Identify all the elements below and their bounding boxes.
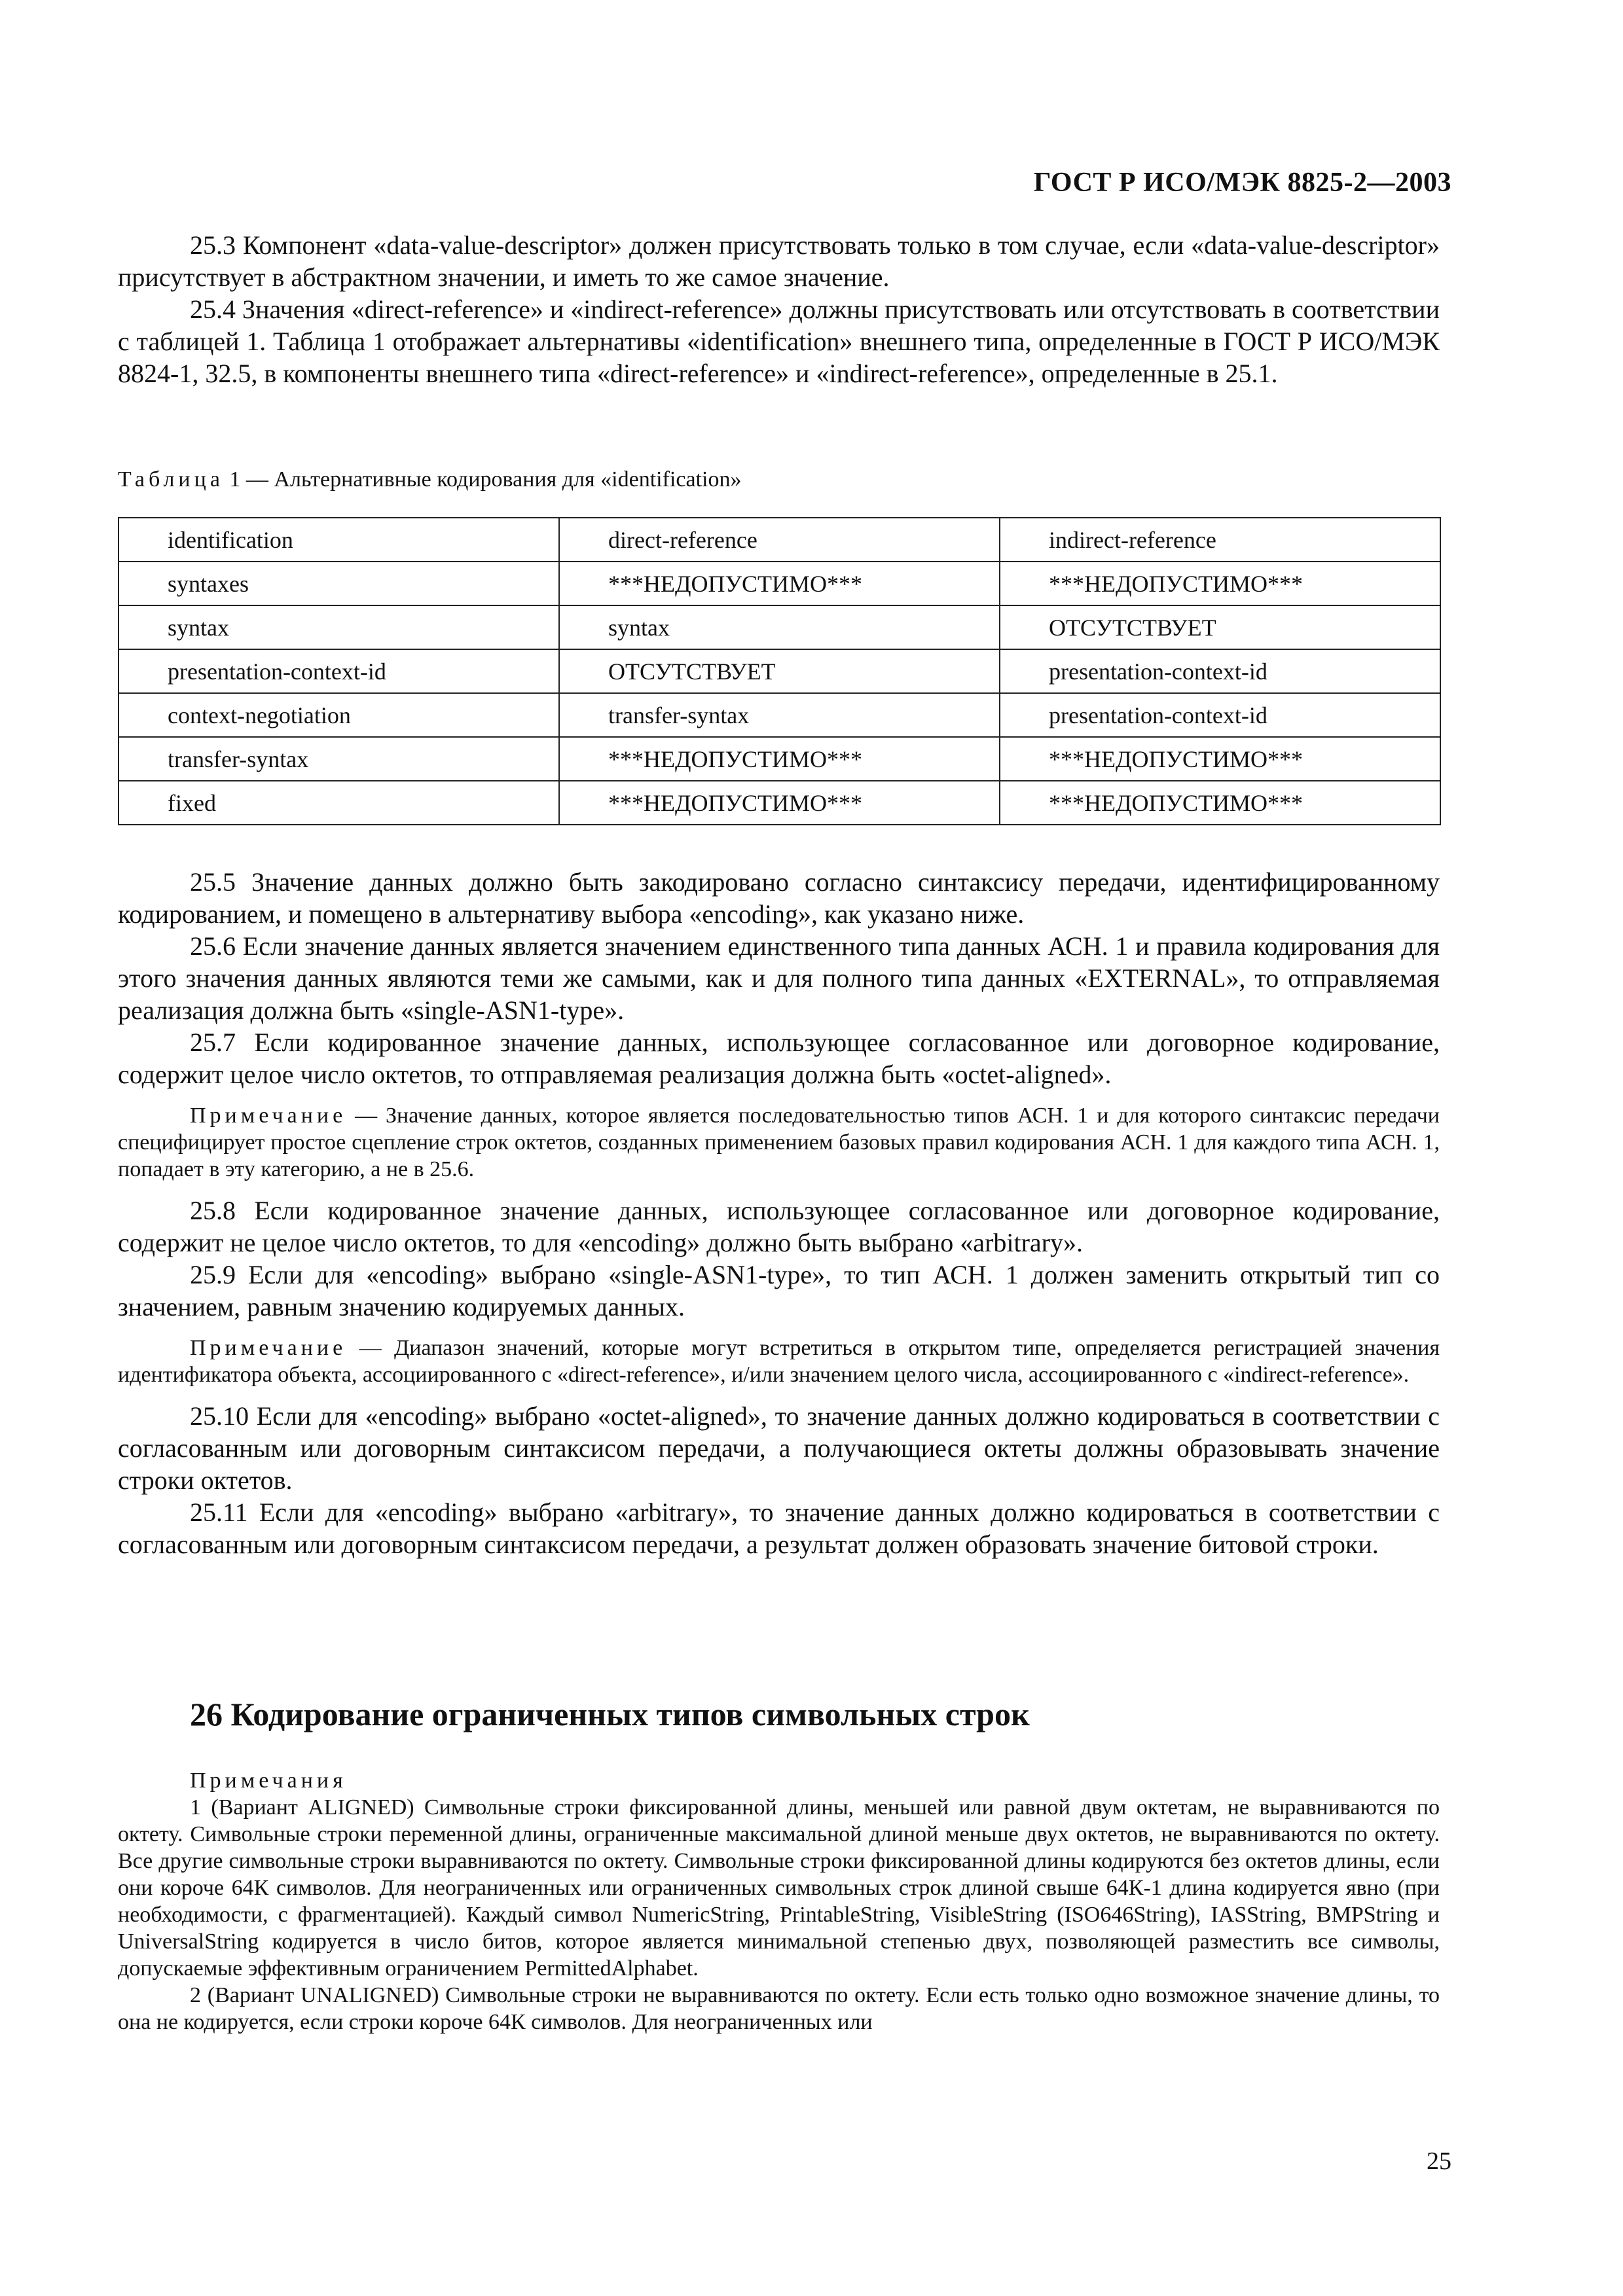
table-cell: ***НЕДОПУСТИМО*** — [1000, 562, 1440, 605]
note-1-label: Примечание — [190, 1103, 347, 1128]
table-row — [119, 562, 1440, 605]
table-cell: syntax — [559, 605, 1000, 649]
section-26 — [118, 1695, 1440, 1733]
table-row — [119, 781, 1440, 825]
table-cell: ***НЕДОПУСТИМО*** — [1000, 737, 1440, 781]
table-cell: identification — [119, 518, 559, 562]
paragraph-25-11: 25.11 Если для «encoding» выбрано «arbitrary», то значение данных должно кодироваться в соответствии с согласованным или договорным синтаксисом передачи, а результат должен образовать значение битовой строки. — [118, 1498, 1440, 1559]
table-row — [119, 649, 1440, 693]
table-cell: presentation-context-id — [1000, 649, 1440, 693]
table-cell: ОТСУТСТВУЕТ — [559, 649, 1000, 693]
table-cell: transfer-syntax — [559, 693, 1000, 737]
table-row — [119, 518, 1440, 562]
paragraph-25-8: 25.8 Если кодированное значение данных, использующее согласованное или договорное кодирование, содержит не целое число октетов, то для «encoding» должно быть выбрано «arbitrary». — [118, 1196, 1440, 1257]
section-26-note-1: 1 (Вариант ALIGNED) Символьные строки фиксированной длины, меньшей или равной двум октетам, не выравниваются по октету. Символьные строки переменной длины, ограниченные максимальной длиной меньше двух октетов, не выравниваются по октету. Все другие символьные строки выравниваются по октету. Символьные строки фиксированной длины кодируются без октетов длины, если они короче 64К символов. Для неограниченных или ограниченных символьных строк длиной свыше 64К-1 длина кодируется явно (при необходимости, с фрагментацией). Каждый символ NumericString, PrintableString, VisibleString (ISO646String), IASString, BMPString и UniversalString кодируется в число битов, которое является минимальной степенью двух, позволяющей разместить все символы, допускаемые эффективным ограничением PermittedAlphabet. — [118, 1795, 1440, 1981]
paragraph-25-9: 25.9 Если для «encoding» выбрано «single-ASN1-type», то тип АСН. 1 должен заменить открытый тип со значением, равным значению кодируемых данных. — [118, 1260, 1440, 1321]
table-cell: presentation-context-id — [1000, 693, 1440, 737]
table-cell: direct-reference — [559, 518, 1000, 562]
table-row — [119, 737, 1440, 781]
paragraph-25-6: 25.6 Если значение данных является значением единственного типа данных АСН. 1 и правила кодирования для этого значения данных являются теми же самыми, как и для полного типа данных «EXTERNAL», то отправляемая реализация должна быть «single-ASN1-type». — [118, 931, 1440, 1025]
table-cell: syntaxes — [119, 562, 559, 605]
table-cell: ***НЕДОПУСТИМО*** — [559, 562, 1000, 605]
table-caption — [118, 466, 1440, 493]
paragraph-25-7: 25.7 Если кодированное значение данных, использующее согласованное или договорное кодирование, содержит целое число октетов, то отправляемая реализация должна быть «octet-aligned». — [118, 1028, 1440, 1089]
section-26-note-2: 2 (Вариант UNALIGNED) Символьные строки не выравниваются по октету. Если есть только одно возможное значение длины, то она не кодируется, если строки короче 64К символов. Для неограниченных или — [118, 1983, 1440, 2034]
note-1 — [118, 1102, 1440, 1183]
table-cell: presentation-context-id — [119, 649, 559, 693]
body-section — [118, 866, 1440, 1560]
paragraph-25-4: 25.4 Значения «direct-reference» и «indirect-reference» должны присутствовать или отсутствовать в соответствии с таблицей 1. Таблица 1 отображает альтернативы «identification» внешнего типа, определенные в ГОСТ Р ИСО/МЭК 8824-1, 32.5, в компоненты внешнего типа «direct-reference» и «indirect-reference», определенные в 25.1. — [118, 295, 1440, 388]
table-cell: indirect-reference — [1000, 518, 1440, 562]
note-2-text: — Диапазон значений, которые могут встретиться в открытом типе, определяется регистрацией значения идентификатора объекта, ассоциированного с «direct-reference», и/или значением целого числа, ассоциированного с «indirect-reference». — [118, 1336, 1440, 1387]
note-2-label: Примечание — [190, 1336, 347, 1360]
table-cell: syntax — [119, 605, 559, 649]
section-26-heading: 26 Кодирование ограниченных типов символьных строк — [190, 1696, 1030, 1732]
document-header: ГОСТ Р ИСО/МЭК 8825-2—2003 — [1033, 168, 1451, 198]
section-26-notes — [118, 1767, 1440, 2036]
table-cell: transfer-syntax — [119, 737, 559, 781]
table-row — [119, 693, 1440, 737]
notes-title: Примечания — [190, 1768, 347, 1793]
table-cell: fixed — [119, 781, 559, 825]
note-1-text: — Значение данных, которое является последовательностью типов АСН. 1 и для которого синтаксис передачи специфицирует простое сцепление строк октетов, созданных применением базовых правил кодирования АСН. 1 для каждого типа АСН. 1, попадает в эту категорию, а не в 25.6. — [118, 1103, 1440, 1181]
paragraph-25-10: 25.10 Если для «encoding» выбрано «octet-aligned», то значение данных должно кодироваться в соответствии с согласованным или договорным синтаксисом передачи, а получающиеся октеты должны образовывать значение строки октетов. — [118, 1401, 1440, 1495]
identification-table — [118, 517, 1441, 825]
table-caption-text: 1 — Альтернативные кодирования для «identification» — [223, 467, 742, 492]
table-caption-word: Таблица — [118, 467, 224, 492]
table-row — [119, 605, 1440, 649]
table-cell: ОТСУТСТВУЕТ — [1000, 605, 1440, 649]
page-number: 25 — [1427, 2147, 1451, 2175]
table-cell: ***НЕДОПУСТИМО*** — [1000, 781, 1440, 825]
paragraph-25-3: 25.3 Компонент «data-value-descriptor» должен присутствовать только в том случае, если «data-value-descriptor» присутствует в абстрактном значении, и иметь то же самое значение. — [118, 230, 1440, 292]
table-cell: ***НЕДОПУСТИМО*** — [559, 781, 1000, 825]
table-container — [118, 517, 1440, 825]
table-cell: context-negotiation — [119, 693, 559, 737]
paragraph-25-5: 25.5 Значение данных должно быть закодировано согласно синтаксису передачи, идентифицированному кодированием, и помещено в альтернативу выбора «encoding», как указано ниже. — [118, 867, 1440, 929]
intro-section — [118, 229, 1440, 389]
table-cell: ***НЕДОПУСТИМО*** — [559, 737, 1000, 781]
note-2 — [118, 1335, 1440, 1388]
